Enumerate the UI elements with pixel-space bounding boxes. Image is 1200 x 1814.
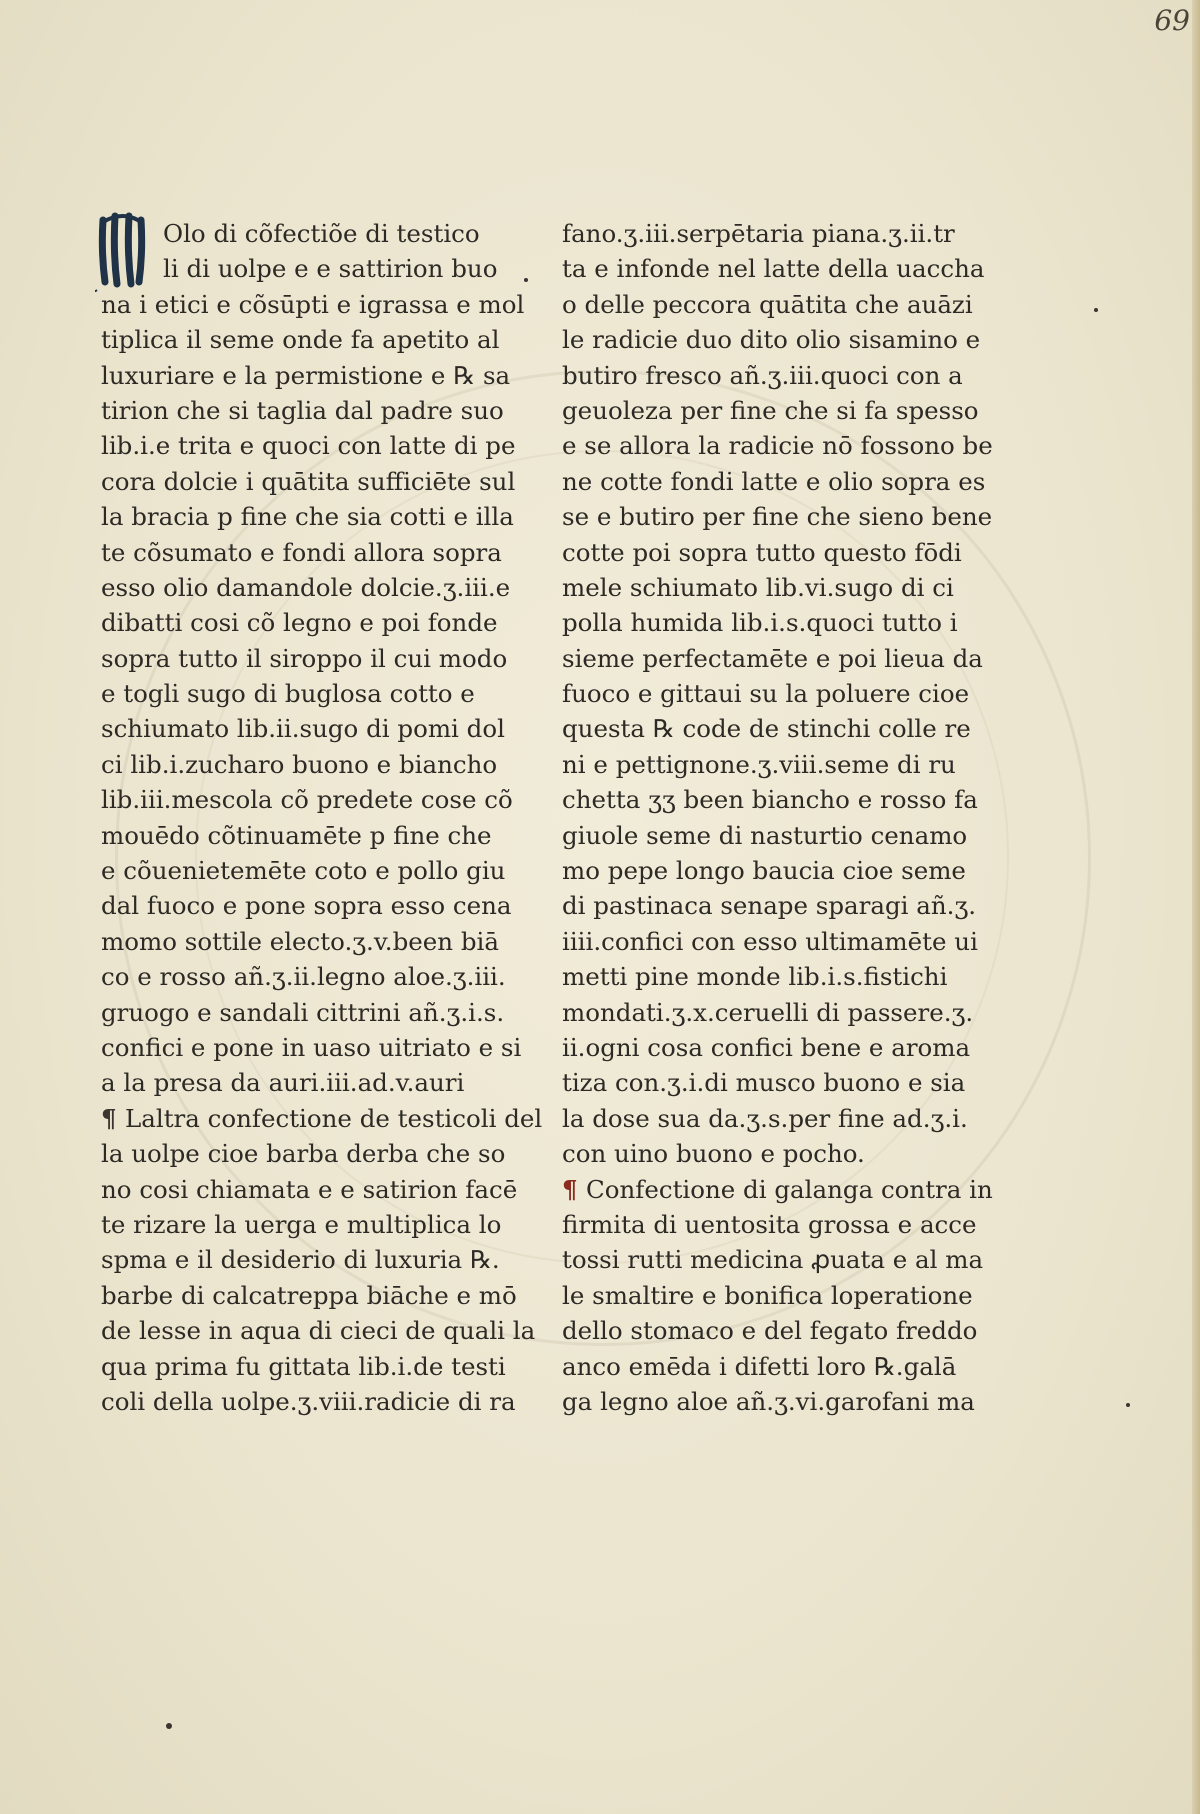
text-line [562, 641, 983, 676]
text-line [101, 605, 506, 640]
line-text: ii.ogni cosa confici bene e aroma [562, 1032, 971, 1062]
line-text: li di uolpe e e sattirion buo [163, 254, 498, 284]
text-line [562, 287, 973, 322]
text-line [562, 711, 971, 746]
line-text: anco emēda i difetti loro ℞.galā [562, 1351, 957, 1381]
line-text: de lesse in aqua di cieci de quali la [101, 1316, 536, 1346]
line-text: sieme perfectamēte e poi lieua da [562, 643, 983, 673]
line-text: ga legno aloe añ.ʒ.vi.garofani ma [562, 1386, 975, 1416]
line-text: confici e pone in uaso uitriato e si [101, 1032, 522, 1062]
text-line [101, 995, 506, 1030]
line-text: e se allora la radicie nō fossono be [562, 431, 993, 461]
text-line [101, 464, 516, 499]
line-text: giuole seme di nasturtio cenamo [562, 820, 968, 850]
line-text: ne cotte fondi latte e olio sopra es [562, 466, 986, 496]
ink-speck [1126, 1403, 1130, 1407]
text-line [101, 1030, 522, 1065]
line-text: luxuriare e la permistione e ℞ sa [101, 360, 511, 390]
text-line [101, 711, 506, 746]
line-text: la uolpe cioe barba derba che so [101, 1139, 506, 1169]
text-line [562, 535, 967, 570]
text-line [562, 888, 977, 923]
line-text: tossi rutti medicina ꝓuata e al ma [562, 1245, 984, 1275]
line-text: te rizare la uerga e multiplica lo [101, 1209, 502, 1239]
text-line [562, 1172, 993, 1207]
line-text: chetta ʒʒ been biancho e rosso fa [562, 785, 978, 815]
text-line [101, 535, 506, 570]
line-text: dibatti cosi cõ legno e poi fonde [101, 608, 498, 638]
text-line [562, 499, 993, 534]
line-text: fano.ʒ.iii.serpētaria piana.ʒ.ii.tr [562, 219, 955, 248]
right-column [562, 216, 993, 1419]
text-line [562, 358, 967, 393]
text-line [101, 924, 506, 959]
ink-speck [524, 278, 528, 282]
line-text: mele schiumato lib.vi.sugo di ci [562, 572, 954, 602]
text-line [562, 1278, 973, 1313]
line-text: mouēdo cõtinuamēte p fine che [101, 820, 492, 850]
line-text: dello stomaco e del fegato freddo [562, 1316, 978, 1346]
line-text: gruogo e sandali cittrini añ.ʒ.i.s. [101, 997, 505, 1027]
line-text: questa ℞ code de stinchi colle re [562, 714, 971, 744]
text-line [562, 1313, 978, 1348]
line-text: dal fuoco e pone sopra esso cena [101, 891, 512, 921]
text-line [101, 747, 506, 782]
text-line [562, 959, 967, 994]
text-line [101, 287, 525, 322]
text-line [101, 641, 506, 676]
line-text: o delle peccora quātita che auāzi [562, 289, 973, 319]
text-line [101, 1101, 543, 1136]
text-line [562, 924, 978, 959]
text-line [562, 1207, 977, 1242]
line-text: coli della uolpe.ʒ.viii.radicie di ra [101, 1386, 516, 1416]
line-text: geuoleza per fine che si fa spesso [562, 395, 979, 425]
text-line [562, 322, 981, 357]
line-text: Olo di cõfectiõe di testico [163, 219, 480, 248]
text-line [562, 1136, 967, 1171]
line-text: ci lib.i.zucharo buono e biancho [101, 749, 498, 779]
text-line [101, 1172, 518, 1207]
line-text: no cosi chiamata e e satirion facē [101, 1174, 518, 1204]
text-line [101, 358, 511, 393]
text-line [562, 782, 978, 817]
text-line [562, 1384, 975, 1419]
text-line [101, 428, 516, 463]
line-text: spma e il desiderio di luxuria ℞. [101, 1245, 500, 1275]
line-text: cora dolcie i quātita sufficiēte sul [101, 466, 516, 496]
text-line [562, 1101, 967, 1136]
line-text: firmita di uentosita grossa e acce [562, 1209, 977, 1239]
text-line [101, 1313, 536, 1348]
text-line [562, 428, 993, 463]
line-text: esso olio damandole dolcie.ʒ.iii.e [101, 572, 511, 602]
text-line [562, 853, 967, 888]
line-text: schiumato lib.ii.sugo di pomi dol [101, 714, 505, 744]
line-text: sopra tutto il siroppo il cui modo [101, 643, 508, 673]
text-line [562, 393, 979, 428]
text-line [101, 1242, 506, 1277]
line-text: di pastinaca senape sparagi añ.ʒ. [562, 891, 977, 921]
left-column [101, 216, 543, 1419]
line-text: fuoco e gittaui su la poluere cioe [562, 679, 970, 709]
line-text: barbe di calcatreppa biāche e mō [101, 1280, 517, 1310]
line-text: iiii.confici con esso ultimamēte ui [562, 926, 978, 956]
text-line [562, 747, 967, 782]
line-text: Laltra confectione de testicoli del [125, 1103, 543, 1133]
paragraph-mark-icon: ¶ [101, 1103, 117, 1133]
line-text: lib.i.e trita e quoci con latte di pe [101, 431, 516, 461]
text-line [101, 1207, 506, 1242]
line-text: tiplica il seme onde fa apetito al [101, 325, 500, 355]
line-text: na i etici e cõsūpti e igrassa e mol [101, 289, 525, 319]
text-line [101, 959, 506, 994]
text-line [101, 1065, 506, 1100]
line-text: la bracia p fine che sia cotti e illa [101, 502, 514, 532]
line-text: cotte poi sopra tutto questo fōdi [562, 537, 962, 567]
paragraph-mark-icon: ¶ [562, 1174, 578, 1204]
text-line [562, 1030, 971, 1065]
text-line [562, 605, 967, 640]
line-text: polla humida lib.i.s.quoci tutto i [562, 608, 958, 638]
line-text: momo sottile electo.ʒ.v.been biā [101, 926, 499, 956]
line-text: le radicie duo dito olio sisamino e [562, 325, 981, 355]
line-text: la dose sua da.ʒ.s.per fine ad.ʒ.i. [562, 1103, 968, 1133]
text-line [101, 782, 513, 817]
text-line [562, 464, 986, 499]
line-text: metti pine monde lib.i.s.fistichi [562, 962, 948, 992]
line-text: se e butiro per fine che sieno bene [562, 502, 993, 532]
line-text: con uino buono e pocho. [562, 1139, 865, 1169]
line-text: e togli sugo di buglosa cotto e [101, 679, 475, 709]
text-line [562, 818, 967, 853]
text-line [101, 322, 506, 357]
line-text: ni e pettignone.ʒ.viii.seme di ru [562, 749, 956, 779]
decorated-initial-icon [95, 212, 153, 292]
text-line [101, 1349, 506, 1384]
text-line [101, 393, 506, 428]
line-text: qua prima fu gittata lib.i.de testi [101, 1351, 506, 1381]
line-text: Confectione di galanga contra in [586, 1174, 993, 1204]
text-line [101, 216, 506, 251]
text-line [101, 1278, 517, 1313]
text-line [101, 818, 506, 853]
text-line [562, 570, 967, 605]
text-line [101, 570, 511, 605]
text-line [101, 1384, 516, 1419]
line-text: tiza con.ʒ.i.di musco buono e sia [562, 1068, 966, 1098]
page-edge [1192, 0, 1200, 1814]
text-line [101, 251, 506, 286]
line-text: le smaltire e bonifica loperatione [562, 1280, 973, 1310]
text-line [562, 216, 967, 251]
text-line [101, 888, 512, 923]
text-line [101, 853, 506, 888]
folio-number: 69 [1154, 4, 1190, 37]
text-line [101, 499, 514, 534]
text-line [562, 676, 970, 711]
line-text: te cõsumato e fondi allora sopra [101, 537, 502, 567]
line-text: mondati.ʒ.x.ceruelli di passere.ʒ. [562, 997, 974, 1027]
line-text: a la presa da auri.iii.ad.v.auri [101, 1068, 465, 1098]
line-text: co e rosso añ.ʒ.ii.legno aloe.ʒ.iii. [101, 962, 506, 992]
ink-speck [1094, 308, 1098, 312]
text-line [101, 676, 506, 711]
line-text: tirion che si taglia dal padre suo [101, 395, 504, 425]
ink-speck [166, 1723, 172, 1729]
text-line [562, 1065, 967, 1100]
text-line [562, 251, 985, 286]
text-line [562, 995, 974, 1030]
line-text: lib.iii.mescola cõ predete cose cõ [101, 785, 513, 815]
line-text: ta e infonde nel latte della uaccha [562, 254, 985, 284]
line-text: e cõuenietemēte coto e pollo giu [101, 856, 506, 886]
line-text: butiro fresco añ.ʒ.iii.quoci con a [562, 360, 963, 390]
line-text: mo pepe longo baucia cioe seme [562, 856, 966, 886]
text-line [562, 1242, 984, 1277]
text-line [562, 1349, 967, 1384]
text-line [101, 1136, 506, 1171]
